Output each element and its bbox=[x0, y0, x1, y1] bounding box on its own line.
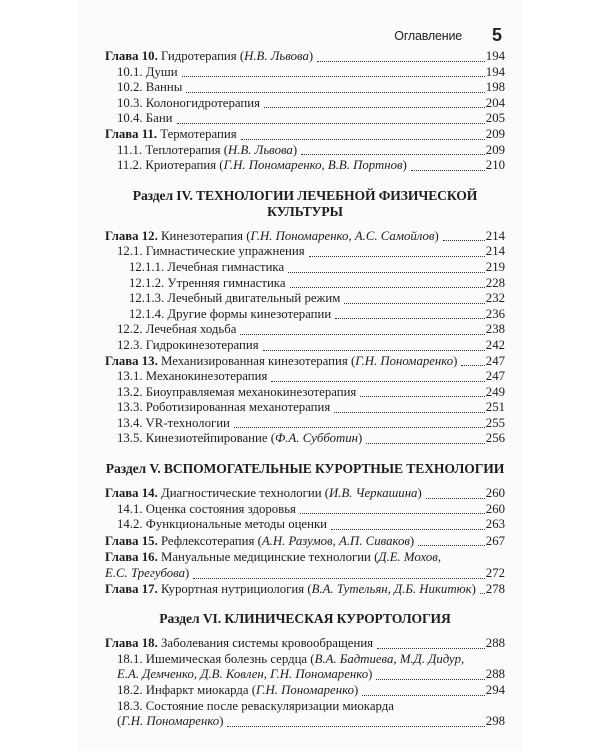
page-ref: 236 bbox=[485, 306, 505, 321]
toc-subsection-12-1-3[interactable] bbox=[105, 291, 505, 307]
section-title: 12.1.4. Другие формы кинезотерапии bbox=[129, 306, 332, 321]
section-title: 13.1. Механокинезотерапия bbox=[117, 369, 268, 384]
section-title: 13.2. Биоуправляемая механокинезотерапия bbox=[117, 384, 357, 399]
toc-section-13-5[interactable] bbox=[105, 431, 505, 447]
section-heading-vi[interactable]: Раздел VI. КЛИНИЧЕСКАЯ КУРОРТОЛОГИЯ bbox=[159, 611, 451, 627]
dot-leader bbox=[331, 527, 485, 530]
page-ref: 209 bbox=[485, 126, 505, 141]
toc-section-12-2[interactable] bbox=[105, 322, 505, 338]
author: Г.Н. Пономаренко, А.С. Самойлов bbox=[250, 228, 435, 243]
dot-leader bbox=[264, 105, 485, 108]
section-title: 14.2. Функциональные методы оценки bbox=[117, 517, 328, 532]
section-title: 12.3. Гидрокинезотерапия bbox=[117, 337, 259, 352]
section-title: 12.1.1. Лечебная гимнастика bbox=[129, 259, 285, 274]
author: Н.В. Львова bbox=[244, 49, 309, 63]
chapter-label: Глава 10. bbox=[105, 49, 158, 63]
chapter-title: Кинезотерапия ( bbox=[160, 228, 251, 243]
dot-leader bbox=[344, 301, 484, 304]
chapter-label: Глава 12. bbox=[105, 228, 158, 243]
paren: ) bbox=[453, 353, 458, 368]
toc-chapter-16[interactable] bbox=[105, 550, 505, 581]
section-title: 10.4. Бани bbox=[117, 111, 173, 126]
toc-section-10-2[interactable] bbox=[105, 80, 505, 96]
toc-section-18-2[interactable] bbox=[105, 683, 505, 699]
dot-leader bbox=[418, 543, 485, 546]
dot-leader bbox=[241, 137, 485, 140]
page-ref: 256 bbox=[485, 431, 505, 446]
section-title: 13.4. VR-технологии bbox=[117, 415, 230, 430]
toc-section-10-3[interactable] bbox=[105, 96, 505, 112]
chapter-label: Глава 13. bbox=[105, 353, 158, 368]
dot-leader bbox=[177, 121, 485, 124]
chapter-title: Гидротерапия ( bbox=[160, 49, 245, 63]
chapter-title: Рефлексотерапия ( bbox=[160, 533, 262, 548]
toc-subsection-12-1-2[interactable] bbox=[105, 276, 505, 292]
chapter-title: Мануальные медицинские технологии ( bbox=[160, 550, 379, 565]
toc-section-13-2[interactable] bbox=[105, 385, 505, 401]
page-ref: 210 bbox=[485, 158, 505, 173]
section-title: 10.2. Ванны bbox=[117, 80, 183, 95]
dot-leader bbox=[290, 285, 485, 288]
chapter-label: Глава 11. bbox=[105, 126, 158, 141]
page-ref: 198 bbox=[485, 80, 505, 95]
chapter-label: Глава 14. bbox=[105, 486, 158, 501]
dot-leader bbox=[234, 425, 485, 428]
section-heading-v[interactable]: Раздел V. ВСПОМОГАТЕЛЬНЫЕ КУРОРТНЫЕ ТЕХНОЛОГИИ bbox=[105, 461, 505, 477]
dot-leader bbox=[334, 410, 485, 413]
dot-leader bbox=[309, 254, 485, 257]
dot-leader bbox=[376, 677, 484, 680]
dot-leader bbox=[182, 74, 485, 77]
page-number: 5 bbox=[491, 25, 502, 45]
page-ref: 255 bbox=[485, 415, 505, 430]
toc-section-11-1[interactable] bbox=[105, 143, 505, 159]
toc-chapter-11[interactable] bbox=[105, 127, 505, 143]
author: Е.А. Демченко, Д.В. Ковлен, Г.Н. Пономаренко bbox=[117, 667, 369, 682]
dot-leader bbox=[362, 693, 485, 696]
page-ref: 247 bbox=[485, 353, 505, 368]
section-title: 12.1.2. Утренняя гимнастика bbox=[129, 275, 286, 290]
author: В.А. Бадтиева, М.Д. Дидур, bbox=[314, 651, 465, 666]
dot-leader bbox=[227, 724, 484, 727]
paren: ) bbox=[368, 667, 373, 682]
page-ref: 214 bbox=[485, 244, 505, 259]
page-ref: 288 bbox=[485, 667, 505, 682]
page-ref: 263 bbox=[485, 517, 505, 532]
dot-leader bbox=[360, 394, 484, 397]
chapter-label: Глава 18. bbox=[105, 636, 158, 651]
toc-chapter-18[interactable] bbox=[105, 636, 505, 652]
section-title: 13.3. Роботизированная механотерапия bbox=[117, 400, 331, 415]
section-title: 14.1. Оценка состояния здоровья bbox=[117, 501, 296, 516]
dot-leader bbox=[335, 316, 485, 319]
section-title: 11.1. Теплотерапия ( bbox=[117, 142, 229, 157]
page-ref: 260 bbox=[485, 501, 505, 516]
dot-leader bbox=[288, 270, 485, 273]
toc-section-18-1[interactable] bbox=[105, 652, 505, 683]
page-ref: 219 bbox=[485, 259, 505, 274]
dot-leader bbox=[411, 168, 485, 171]
section-title: 13.5. Кинезиотейпирование ( bbox=[117, 431, 275, 446]
toc-chapter-14[interactable] bbox=[105, 486, 505, 502]
page-ref: 204 bbox=[485, 95, 505, 110]
dot-leader bbox=[193, 576, 485, 579]
table-of-contents bbox=[105, 49, 505, 730]
section-title: 11.2. Криотерапия ( bbox=[117, 158, 224, 173]
page-ref: 214 bbox=[485, 228, 505, 243]
running-title: Оглавление bbox=[394, 29, 462, 43]
chapter-label: Глава 17. bbox=[105, 581, 158, 596]
paren: ) bbox=[471, 581, 476, 596]
dot-leader bbox=[240, 332, 484, 335]
dot-leader bbox=[480, 591, 485, 594]
toc-section-13-1[interactable] bbox=[105, 369, 505, 385]
page-ref: 242 bbox=[485, 337, 505, 352]
section-title: 10.3. Колоногидротерапия bbox=[117, 95, 260, 110]
chapter-label: Глава 16. bbox=[105, 550, 158, 565]
toc-section-18-3[interactable] bbox=[105, 699, 505, 730]
page-ref: 209 bbox=[485, 142, 505, 157]
chapter-title: Механизированная кинезотерапия ( bbox=[160, 353, 356, 368]
section-heading-iv[interactable]: Раздел IV. ТЕХНОЛОГИИ ЛЕЧЕБНОЙ ФИЗИЧЕСКОЙ КУЛЬТУРЫ bbox=[132, 187, 478, 219]
paren: ) bbox=[308, 49, 314, 63]
page-ref: 298 bbox=[485, 714, 505, 729]
dot-leader bbox=[426, 496, 485, 499]
section-title: 12.2. Лечебная ходьба bbox=[117, 322, 237, 337]
toc-section-13-4[interactable] bbox=[105, 416, 505, 432]
page-ref: 249 bbox=[485, 384, 505, 399]
section-title: 12.1.3. Лечебный двигательный режим bbox=[129, 291, 341, 306]
page-ref: 194 bbox=[485, 64, 505, 79]
page-ref: 232 bbox=[485, 291, 505, 306]
author: Г.Н. Пономаренко bbox=[355, 353, 454, 368]
chapter-title: Диагностические технологии ( bbox=[160, 486, 330, 501]
toc-section-14-1[interactable] bbox=[105, 502, 505, 518]
dot-leader bbox=[300, 511, 485, 514]
toc-section-12-1[interactable] bbox=[105, 244, 505, 260]
toc-chapter-17[interactable] bbox=[105, 582, 505, 598]
author: Е.С. Трегубова bbox=[105, 566, 186, 581]
author: И.В. Черкашина bbox=[329, 486, 418, 501]
book-page bbox=[78, 0, 522, 750]
page-ref: 194 bbox=[485, 49, 505, 63]
paren: ) bbox=[434, 228, 439, 243]
section-title: 18.1. Ишемическая болезнь сердца ( bbox=[117, 651, 315, 666]
paren: ( bbox=[117, 714, 122, 729]
dot-leader bbox=[301, 152, 485, 155]
page-ref: 288 bbox=[485, 636, 505, 651]
chapter-title: Курортная нутрициология ( bbox=[160, 581, 312, 596]
page-ref: 205 bbox=[485, 111, 505, 126]
page-ref: 278 bbox=[485, 581, 505, 596]
section-title: 12.1. Гимнастические упражнения bbox=[117, 244, 305, 259]
author: Г.Н. Пономаренко bbox=[256, 683, 354, 697]
author: Г.Н. Пономаренко, В.В. Портнов bbox=[223, 158, 403, 173]
section-title: 18.2. Инфаркт миокарда ( bbox=[117, 683, 257, 697]
dot-leader bbox=[186, 90, 484, 93]
author: Ф.А. Субботин bbox=[275, 431, 359, 446]
page-ref: 260 bbox=[485, 486, 505, 501]
toc-section-13-3[interactable] bbox=[105, 400, 505, 416]
toc-chapter-13[interactable] bbox=[105, 354, 505, 370]
toc-chapter-10[interactable] bbox=[105, 49, 505, 65]
paren: ) bbox=[402, 158, 407, 173]
running-head bbox=[78, 26, 522, 46]
dot-leader bbox=[443, 238, 485, 241]
dot-leader bbox=[461, 363, 484, 366]
page-ref: 238 bbox=[485, 322, 505, 337]
paren: ) bbox=[219, 714, 224, 729]
paren: ) bbox=[353, 683, 359, 697]
author: Д.Е. Мохов, bbox=[378, 550, 442, 565]
toc-subsection-12-1-4[interactable] bbox=[105, 307, 505, 323]
paren: ) bbox=[409, 533, 415, 548]
page-ref: 251 bbox=[485, 400, 505, 415]
dot-leader bbox=[366, 441, 485, 444]
paren: ) bbox=[292, 142, 298, 157]
page-ref: 267 bbox=[485, 533, 505, 548]
dot-leader bbox=[317, 59, 485, 62]
toc-section-14-2[interactable] bbox=[105, 517, 505, 533]
page-ref: 247 bbox=[485, 369, 505, 384]
toc-section-10-1[interactable] bbox=[105, 65, 505, 81]
paren: ) bbox=[358, 431, 363, 446]
chapter-title: Заболевания системы кровообращения bbox=[160, 636, 374, 651]
dot-leader bbox=[377, 646, 485, 649]
page-ref: 228 bbox=[485, 275, 505, 290]
chapter-label: Глава 15. bbox=[105, 533, 158, 548]
author: В.А. Тутельян, Д.Б. Никитюк bbox=[311, 581, 472, 596]
dot-leader bbox=[263, 348, 485, 351]
paren: ) bbox=[185, 566, 190, 581]
paren: ) bbox=[417, 486, 422, 501]
chapter-title: Термотерапия bbox=[160, 126, 237, 141]
toc-section-11-2[interactable] bbox=[105, 158, 505, 174]
toc-section-12-3[interactable] bbox=[105, 338, 505, 354]
section-title: 18.3. Состояние после реваскуляризации миокарда bbox=[117, 698, 394, 713]
page-ref: 272 bbox=[485, 566, 505, 581]
toc-chapter-15[interactable] bbox=[105, 534, 505, 550]
toc-chapter-12[interactable] bbox=[105, 229, 505, 245]
author: Н.В. Львова bbox=[228, 142, 293, 157]
author: А.Н. Разумов, А.П. Сиваков bbox=[261, 533, 410, 548]
page-ref: 294 bbox=[485, 683, 505, 697]
section-title: 10.1. Души bbox=[117, 64, 178, 79]
dot-leader bbox=[271, 379, 484, 382]
author: Г.Н. Пономаренко bbox=[121, 714, 220, 729]
toc-subsection-12-1-1[interactable] bbox=[105, 260, 505, 276]
toc-section-10-4[interactable] bbox=[105, 111, 505, 127]
